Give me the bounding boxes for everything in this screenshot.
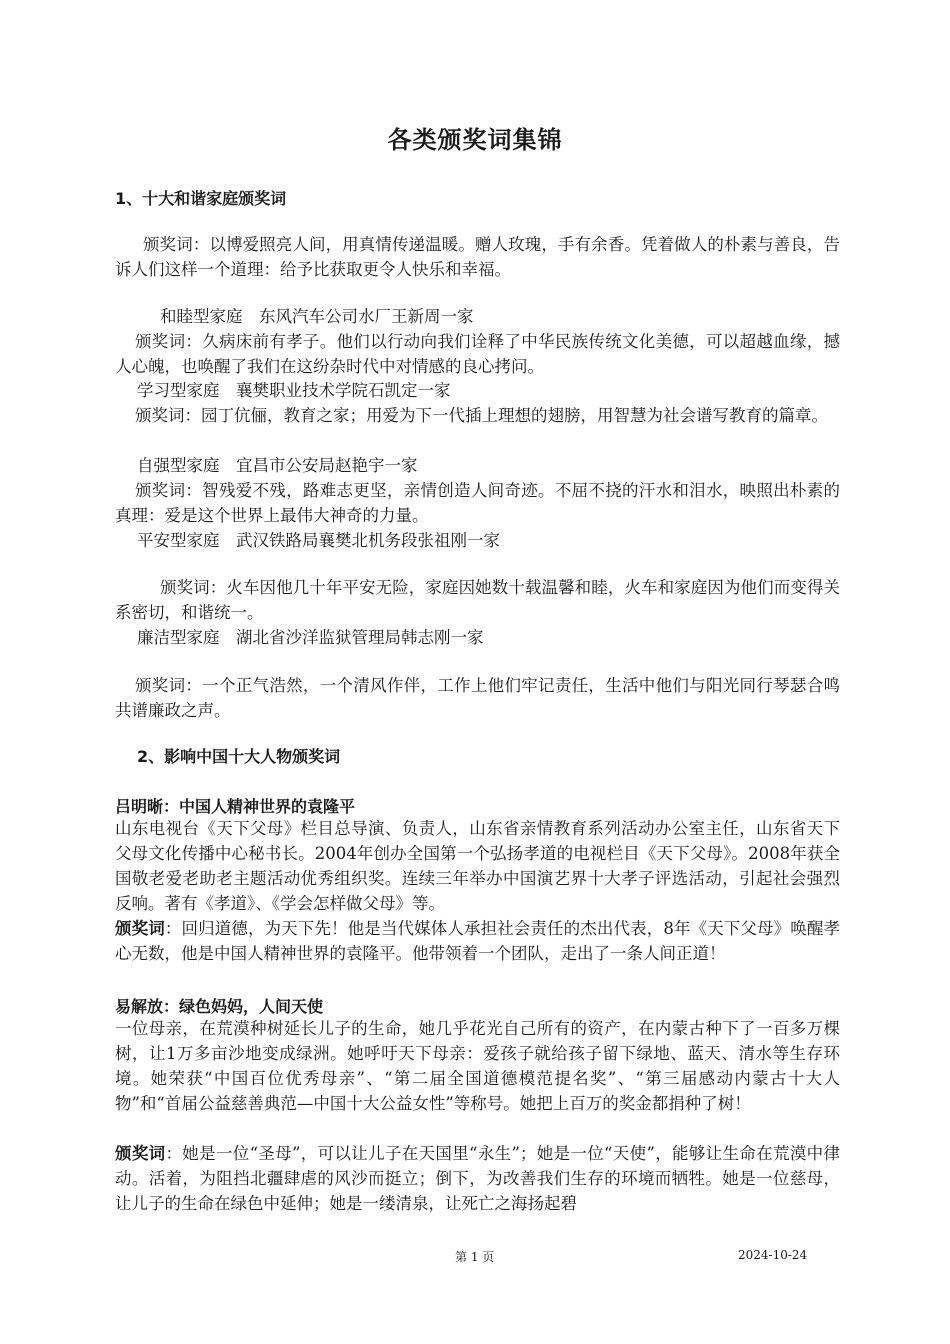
family-citation: 颁奖词：园丁伉俪，教育之家；用爱为下一代插上理想的翅膀，用智慧为社会谱写教育的篇章。 [135,406,828,425]
person-heading: 易解放：绿色妈妈，人间天使 [115,997,324,1016]
citation-label: 颁奖词 [115,919,165,938]
family-citation: 颁奖词：久病床前有孝子。他们以行动向我们诠释了中华民族传统文化美德，可以超越血缘，撼人心魄，也唤醒了我们在这纷杂时代中对情感的良心拷问。 [115,332,840,376]
person-bio: 一位母亲，在荒漠种树延长儿子的生命，她几乎花光自己所有的资产，在内蒙古种下了一百多万棵树，让1万多亩沙地变成绿洲。她呼吁天下母亲：爱孩子就给孩子留下绿地、蓝天、清水等生存环境。她荣获“中国百位优秀母亲”、“第二届全国道德模范提名奖”、“第三届感动内蒙古十大人物”和“首届公益慈善典范—中国十大公益女性”等称号。她把上百万的奖金都捐种了树！ [115,1019,840,1113]
family-citation: 颁奖词：一个正气浩然，一个清风作伴，工作上他们牢记责任，生活中他们与阳光同行琴瑟合鸣共谱廉政之声。 [115,676,840,720]
family-name: 和睦型家庭 东风汽车公司水厂王新周一家 [160,307,474,326]
citation-text: ：她是一位“圣母”，可以让儿子在天国里“永生”；她是一位“天使”，能够让生命在荒漠中律动。活着，为阻挡北疆肆虐的风沙而挺立；倒下，为改善我们生存的环境而牺牲。她是一位慈母，让儿子的生命在绿色中延伸；她是一缕清泉，让死亡之海扬起碧 [115,1144,840,1213]
family-citation: 颁奖词：智残爱不残，路难志更坚，亲情创造人间奇迹。不屈不挠的汗水和泪水，映照出朴素的真理：爱是这个世界上最伟大神奇的力量。 [115,481,840,525]
family-name: 廉洁型家庭 湖北省沙洋监狱管理局韩志刚一家 [137,628,484,647]
family-name: 学习型家庭 襄樊职业技术学院石凯定一家 [137,381,451,400]
footer-date: 2024-10-24 [738,1248,808,1262]
family-name: 平安型家庭 武汉铁路局襄樊北机务段张祖刚一家 [137,531,500,550]
family-citation: 颁奖词：火车因他几十年平安无险，家庭因她数十载温馨和睦，火车和家庭因为他们而变得关系密切，和谐统一。 [115,578,840,622]
page-number: 第 1 页 [455,1250,495,1264]
citation-text: ：回归道德，为天下先！他是当代媒体人承担社会责任的杰出代表，8年《天下父母》唤醒孝心无数，他是中国人精神世界的袁隆平。他带领着一个团队，走出了一条人间正道！ [115,919,841,963]
person-heading: 吕明晰：中国人精神世界的袁隆平 [115,797,356,816]
person-bio: 山东电视台《天下父母》栏目总导演、负责人，山东省亲情教育系列活动办公室主任，山东省天下父母文化传播中心秘书长。2004年创办全国第一个弘扬孝道的电视栏目《天下父母》。2008年获全国敬老爱老助老主题活动优秀组织奖。连续三年举办中国演艺界十大孝子评选活动，引起社会强烈反响。著有《孝道》、《学会怎样做父母》等。 [115,819,840,913]
page-title: 各类颁奖词集锦 [387,126,563,154]
person-citation [115,1141,840,1216]
citation-label: 颁奖词 [115,1144,166,1163]
family-name: 自强型家庭 宜昌市公安局赵艳宇一家 [137,456,418,475]
section1-intro: 颁奖词：以博爱照亮人间，用真情传递温暖。赠人玫瑰，手有余香。凭着做人的朴素与善良，告诉人们这样一个道理：给予比获取更令人快乐和幸福。 [115,235,840,279]
person-citation [115,916,840,966]
section1-heading: 1、十大和谐家庭颁奖词 [115,189,287,208]
section2-heading: 2、影响中国十大人物颁奖词 [137,747,341,766]
